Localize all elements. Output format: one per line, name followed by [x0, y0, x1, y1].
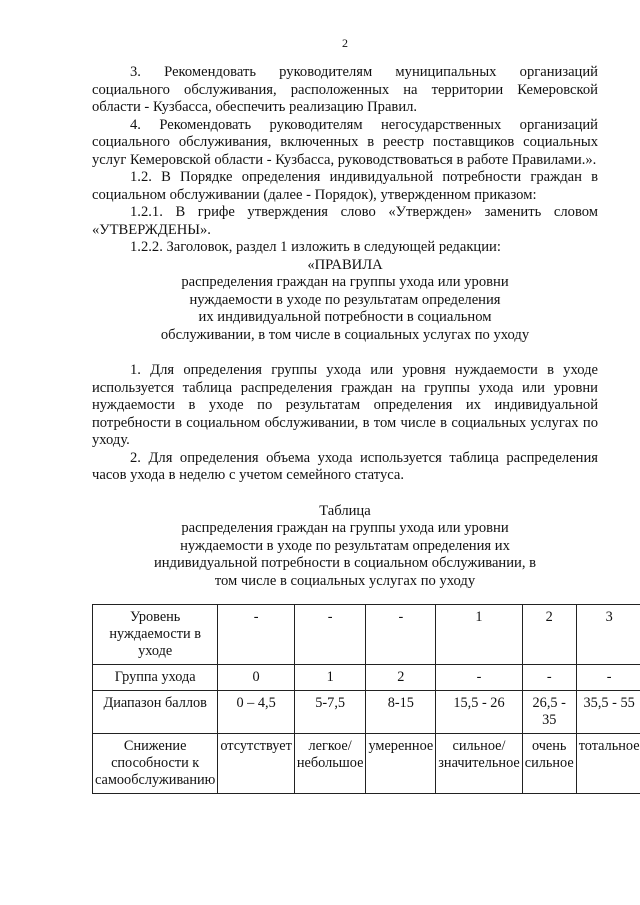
rules-title-line: нуждаемости в уходе по результатам определения: [189, 291, 501, 308]
table-cell: 3: [576, 605, 640, 665]
rules-title-line: «ПРАВИЛА: [307, 256, 383, 273]
table-cell: 8-15: [366, 691, 436, 734]
spacer: [92, 344, 598, 362]
table-row: [93, 691, 640, 734]
row-header-score-range: Диапазон баллов: [93, 691, 218, 734]
table-cell: 0 – 4,5: [218, 691, 295, 734]
table-cell: 15,5 - 26: [436, 691, 522, 734]
table-title-line: Таблица: [319, 502, 371, 519]
table-cell: умеренное: [366, 734, 436, 794]
table-cell: 2: [366, 665, 436, 691]
table-title-line: индивидуальной потребности в социальном обслуживании, в: [153, 555, 537, 571]
rules-item-1: 1. Для определения группы ухода или уровня нуждаемости в уходе используется таблица распределения граждан на группы ухода или уровни нуждаемости в уходе по результатам определения их индивидуальной потребности в социальном обслуживании, в том числе в социальных услугах по уходу.: [92, 362, 598, 448]
table-title-line: распределения граждан на группы ухода или уровни: [181, 520, 509, 536]
care-groups-table: [92, 604, 640, 794]
paragraph-1-2-2: 1.2.2. Заголовок, раздел 1 изложить в следующей редакции:: [130, 239, 501, 255]
table-cell: 1: [436, 605, 522, 665]
table-cell: -: [522, 665, 576, 691]
rules-title-line: распределения граждан на группы ухода или уровни: [181, 274, 509, 290]
rules-title-line: обслуживании, в том числе в социальных услугах по уходу: [160, 326, 530, 343]
table-cell: -: [294, 605, 366, 665]
table-cell: 26,5 - 35: [522, 691, 576, 734]
row-header-self-care-decline: Снижение способности к самообслуживанию: [93, 734, 218, 794]
table-cell: очень сильное: [522, 734, 576, 794]
table-title: [92, 503, 598, 591]
row-header-care-need-level: Уровень нуждаемости в уходе: [93, 605, 218, 665]
spacer: [92, 485, 598, 503]
table-cell: 5-7,5: [294, 691, 366, 734]
document-page: [92, 36, 640, 794]
table-cell: отсутствует: [218, 734, 295, 794]
row-header-care-group: Группа ухода: [93, 665, 218, 691]
page-number: 2: [342, 36, 348, 50]
table-cell: тотальное: [576, 734, 640, 794]
table-cell: 35,5 - 55: [576, 691, 640, 734]
paragraph-3: 3. Рекомендовать руководителям муниципальных организаций социального обслуживания, расположенных на территории Кемеровской области - Кузбасса, обеспечить реализацию Правил.: [92, 64, 598, 115]
table-title-line: том числе в социальных услугах по уходу: [214, 572, 476, 589]
table-row: [93, 665, 640, 691]
rules-title-line: их индивидуальной потребности в социальном: [198, 309, 492, 325]
table-cell: 0: [218, 665, 295, 691]
paragraph-1-2: 1.2. В Порядке определения индивидуальной потребности граждан в социальном обслуживании (далее - Порядок), утвержденном приказом:: [92, 169, 598, 203]
table-cell: -: [576, 665, 640, 691]
table-cell: -: [366, 605, 436, 665]
table-cell: сильное/ значительное: [436, 734, 522, 794]
table-row: [93, 734, 640, 794]
rules-item-2: 2. Для определения объема ухода используется таблица распределения часов ухода в неделю с учетом семейного статуса.: [92, 449, 598, 483]
rules-title: [92, 257, 598, 345]
paragraph-1-2-1: 1.2.1. В грифе утверждения слово «Утвержден» заменить словом «УТВЕРЖДЕНЫ».: [92, 204, 598, 238]
paragraph-4: 4. Рекомендовать руководителям негосударственных организаций социального обслуживания, включенных в реестр поставщиков социальных услуг Кемеровской области - Кузбасса, руководствоваться в работе Правилами.».: [92, 116, 598, 168]
table-cell: -: [218, 605, 295, 665]
table-cell: 1: [294, 665, 366, 691]
table-row: [93, 605, 640, 665]
table-cell: легкое/ небольшое: [294, 734, 366, 794]
table-cell: 2: [522, 605, 576, 665]
table-cell: -: [436, 665, 522, 691]
table-title-line: нуждаемости в уходе по результатам определения их: [180, 537, 510, 554]
